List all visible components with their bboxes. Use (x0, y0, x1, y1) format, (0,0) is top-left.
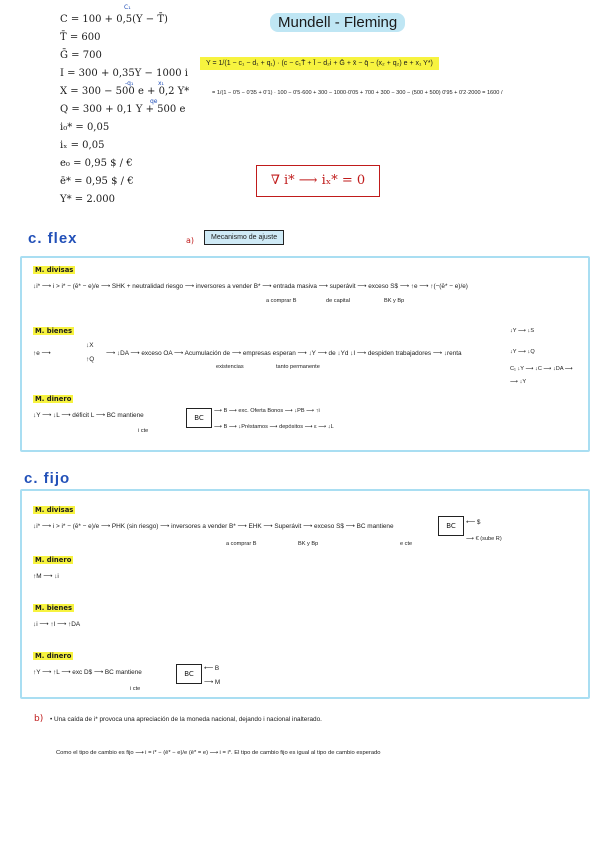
fijo-dinero2-line: ↑Y ⟶ ↑L ⟶ exc D$ ⟶ BC mantiene (33, 669, 142, 676)
fijo-divisas-sub1: a comprar B (226, 541, 257, 547)
equation-ix: iₓ = 0,05 (60, 140, 105, 151)
flex-bienes-label: M. bienes (35, 327, 73, 335)
fijo-bc-box-2: BC (176, 664, 202, 684)
flex-divisas-sub1: a comprar B (266, 298, 297, 304)
fijo-dinero-line: ↑M ⟶ ↓i (33, 573, 59, 580)
equation-y-star: Y* = 2.000 (60, 194, 115, 205)
equation-consumption: C = 100 + 0,5(Y − T̄) (60, 14, 168, 25)
flex-bc-box: BC (186, 408, 212, 428)
flex-bienes-sub1: existencias (216, 364, 244, 370)
fijo-divisas-sub3: e cte (400, 541, 413, 547)
fijo-bienes-label: M. bienes (35, 604, 73, 612)
fijo-bienes-line: ↓i ⟶ ↑I ⟶ ↑DA (33, 621, 81, 628)
fijo-dinero2-out2: ⟶ M (204, 679, 221, 686)
flex-bienes-line: ⟶ ↓DA ⟶ exceso OA ⟶ Acumulación de ⟶ empresas esperan ⟶ ↓Y ⟶ de ↓Yd ↓I ⟶ despiden trabajadores ⟶ ↓renta (106, 350, 462, 357)
box-equation: ∇ i* ⟶ iₓ* = 0 (256, 165, 380, 197)
flex-dinero-sub: i cte (138, 428, 149, 434)
annotation-x1: x₁ (158, 80, 164, 87)
flex-bienes-r1: ↓Y ⟶ ↓S (510, 328, 535, 334)
flex-dinero-label: M. dinero (35, 395, 72, 403)
flex-bienes-r2: ↓Y ⟶ ↓Q (510, 349, 535, 355)
equation-e-star: ē* = 0,95 $ / € (60, 176, 134, 187)
annotation-qe: qe (150, 98, 158, 105)
flex-bienes-bottom: ↑Q (86, 356, 95, 363)
annotation-q1: -q₁ (125, 80, 134, 87)
mechanism-box: Mecanismo de ajuste (204, 230, 284, 245)
flex-bienes-sub2: tanto permanente (276, 364, 320, 370)
flex-bienes-top: ↓X (86, 342, 94, 349)
fijo-bc-box: BC (438, 516, 464, 536)
flex-divisas-label: M. divisas (35, 266, 74, 274)
part-b-label: b) (34, 714, 44, 724)
part-a-label: a) (186, 236, 195, 245)
fijo-dinero2-label: M. dinero (35, 652, 72, 660)
flex-bienes-r4: ⟶ ↓Y (510, 379, 527, 385)
equation-exports: X = 300 − 500 e + 0,2 Y* (60, 86, 190, 97)
flex-divisas-sub2: de capital (326, 298, 350, 304)
fijo-divisas-label: M. divisas (35, 506, 74, 514)
formula-main: Y = 1/(1 − c₁ − d₁ + q₁) · (c − c₁T̄ + Ī − d₂i + Ḡ + x̄ − q̄ − (x₂ + q₂) e + x₁ Y*) (200, 57, 439, 70)
fijo-dinero2-out1: ⟵ B (204, 665, 220, 672)
equation-imports: Q = 300 + 0,1 Y + 500 e (60, 104, 186, 115)
equation-i0-star: i₀* = 0,05 (60, 122, 110, 133)
flex-bienes-left: ↑e ⟶ (33, 350, 51, 357)
section-title-fijo: c. fijo (24, 470, 71, 487)
flex-dinero-up: ⟶ B ⟶ exc. Oferta Bonos ⟶ ↓PB ⟶ ↑i (214, 408, 320, 414)
formula-calculation: = 1/(1 − 0'5 − 0'35 + 0'1) · 100 − 0'5·600 + 300 − 1000·0'05 + 700 + 300 − 300 − (500 + 500) 0'95 + 0'2·2000 = 1600 / (212, 90, 503, 96)
equation-taxes: T̄ = 600 (60, 32, 101, 43)
equation-e0: e₀ = 0,95 $ / € (60, 158, 133, 169)
part-b-line2: Como el tipo de cambio es fijo ⟶ i = i* − (ē* − e)/e (ē* = e) ⟶ i = i*. El tipo de cambio fijo es igual al tipo de cambio esperado (56, 750, 381, 756)
fijo-dinero-label: M. dinero (35, 556, 72, 564)
equation-government: Ḡ = 700 (60, 50, 102, 61)
fijo-divisas-out2: ⟶ € (sube R) (466, 536, 502, 542)
equation-investment: I = 300 + 0,35Y − 1000 i (60, 68, 188, 79)
flex-bienes-r3: C₁ ↓Y ⟶ ↓C ⟶ ↓DA ⟶ (510, 366, 573, 372)
section-title-flex: c. flex (28, 230, 78, 247)
flex-dinero-down: ⟶ B ⟶ ↓Préstamos ⟶ depósitos ⟶ ε ⟶ ↓L (214, 424, 334, 430)
page-title: Mundell - Fleming (270, 13, 405, 32)
fijo-divisas-out1: ⟵ $ (466, 519, 481, 526)
annotation-c1: C₁ (124, 4, 131, 11)
fijo-divisas-line: ↓i* ⟶ i > i* − (ē* − e)/e ⟶ PHK (sin riesgo) ⟶ inversores a vender B* ⟶ EHK ⟶ Superávit ⟶ exceso S$ ⟶ BC mantiene (33, 523, 394, 530)
flex-dinero-line: ↓Y ⟶ ↓L ⟶ déficit L ⟶ BC mantiene (33, 412, 144, 419)
fijo-dinero2-sub: i cte (130, 686, 141, 692)
flex-divisas-line: ↓i* ⟶ i > i* − (ē* − e)/e ⟶ SHK + neutralidad riesgo ⟶ inversores a vender B* ⟶ entrada masiva ⟶ superávit ⟶ exceso S$ ⟶ ↑e ⟶ ↑(−(ē* − e)/e) (33, 283, 468, 290)
fijo-divisas-sub2: BK y Bp (298, 541, 319, 547)
flex-divisas-sub3: BK y Bp (384, 298, 405, 304)
part-b-line1: • Una caída de i* provoca una apreciación de la moneda nacional, dejando i nacional inalterado. (50, 716, 322, 723)
